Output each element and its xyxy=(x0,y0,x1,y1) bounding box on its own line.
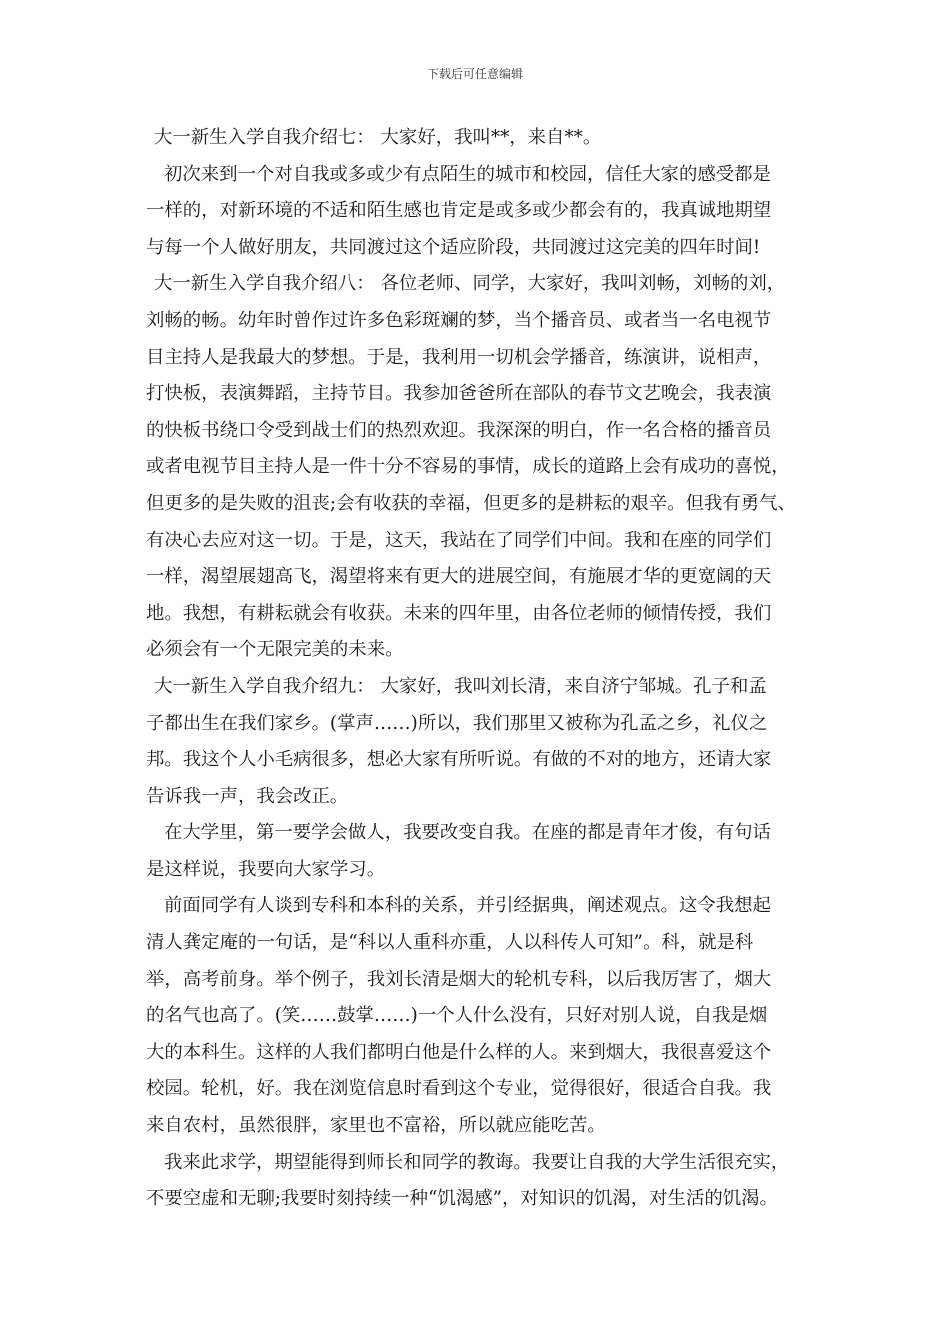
text-line: 大一新生入学自我介绍七： 大家好，我叫**，来自**。 xyxy=(154,127,602,148)
text-line: 的快板书绕口令受到战士们的热烈欢迎。我深深的明白，作一名合格的播音员 xyxy=(146,419,772,441)
text-line: 子都出生在我们家乡。(掌声……)所以，我们那里又被称为孔孟之乡，礼仪之 xyxy=(146,712,768,734)
text-line: 大一新生入学自我介绍八： 各位老师、同学，大家好，我叫刘畅，刘畅的刘， xyxy=(154,273,786,295)
text-line: 刘畅的畅。幼年时曾作过许多色彩斑斓的梦，当个播音员、或者当一名电视节 xyxy=(146,309,772,331)
text-line: 但更多的是失败的沮丧;会有收获的幸福，但更多的是耕耘的艰辛。但我有勇气、 xyxy=(146,492,796,514)
text-line: 清人龚定庵的一句话，是“科以人重科亦重，人以科传人可知”。科，就是科 xyxy=(146,932,754,954)
text-line: 一样，渴望展翅高飞，渴望将来有更大的进展空间，有施展才华的更宽阔的天 xyxy=(146,566,772,588)
text-line: 不要空虚和无聊;我要时刻持续一种“饥渴感”，对知识的饥渴，对生活的饥渴。 xyxy=(146,1188,778,1210)
text-line: 打快板，表演舞蹈，主持节目。我参加爸爸所在部队的春节文艺晚会，我表演 xyxy=(146,383,772,405)
text-line: 大的本科生。这样的人我们都明白他是什么样的人。来到烟大，我很喜爱这个 xyxy=(146,1041,772,1063)
text-line: 必须会有一个无限完美的未来。 xyxy=(146,639,404,661)
text-line: 与每一个人做好朋友，共同渡过这个适应阶段，共同渡过这完美的四年时间! xyxy=(146,236,761,258)
text-line: 大一新生入学自我介绍九： 大家好，我叫刘长清，来自济宁邹城。孔子和孟 xyxy=(154,675,767,697)
text-line: 我来此求学，期望能得到师长和同学的教诲。我要让自我的大学生活很充实， xyxy=(164,1151,790,1173)
text-line: 告诉我一声，我会改正。 xyxy=(146,785,349,807)
text-line: 的名气也高了。(笑……鼓掌……)一个人什么没有，只好对别人说，自我是烟 xyxy=(146,1005,768,1027)
text-line: 举，高考前身。举个例子，我刘长清是烟大的轮机专科，以后我厉害了，烟大 xyxy=(146,968,772,990)
text-line: 或者电视节目主持人是一件十分不容易的事情，成长的道路上会有成功的喜悦， xyxy=(146,456,790,478)
text-line: 校园。轮机，好。我在浏览信息时看到这个专业，觉得很好，很适合自我。我 xyxy=(146,1078,772,1100)
text-line: 来自农村，虽然很胖，家里也不富裕，所以就应能吃苦。 xyxy=(146,1115,606,1137)
text-line: 初次来到一个对自我或多或少有点陌生的城市和校园，信任大家的感受都是 xyxy=(164,163,771,185)
page-header: 下载后可任意编辑 xyxy=(426,67,523,81)
text-line: 有决心去应对这一切。于是，这天，我站在了同学们中间。我和在座的同学们 xyxy=(146,529,772,551)
text-line: 地。我想，有耕耘就会有收获。未来的四年里，由各位老师的倾情传授，我们 xyxy=(146,602,772,624)
text-line: 前面同学有人谈到专科和本科的关系，并引经据典，阐述观点。这令我想起 xyxy=(164,895,771,917)
text-line: 目主持人是我最大的梦想。于是，我利用一切机会学播音，练演讲，说相声， xyxy=(146,346,772,368)
text-line: 在大学里，第一要学会做人，我要改变自我。在座的都是青年才俊，有句话 xyxy=(164,822,771,844)
document-body xyxy=(146,120,810,1218)
text-line: 一样的，对新环境的不适和陌生感也肯定是或多或少都会有的，我真诚地期望 xyxy=(146,200,772,222)
text-line: 邦。我这个人小毛病很多，想必大家有所听说。有做的不对的地方，还请大家 xyxy=(146,749,772,771)
text-line: 是这样说，我要向大家学习。 xyxy=(146,858,386,880)
